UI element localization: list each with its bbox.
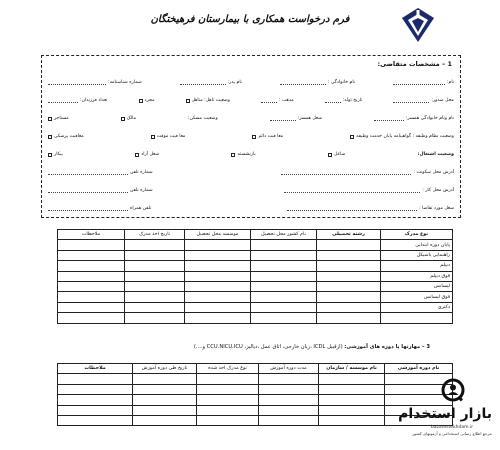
training-cell[interactable] xyxy=(197,405,259,415)
university-logo-icon xyxy=(398,4,438,44)
education-table-body xyxy=(58,240,453,323)
education-cell[interactable] xyxy=(58,271,125,281)
training-cell[interactable] xyxy=(197,384,259,394)
education-header: نوع مدرک xyxy=(381,230,453,240)
education-cell[interactable] xyxy=(125,261,185,271)
training-cell[interactable] xyxy=(197,374,259,384)
training-table xyxy=(57,363,453,426)
education-row xyxy=(58,240,453,250)
work-phone-field[interactable]: شماره تلفن xyxy=(48,188,153,193)
training-header: تاریخ طی دوره آموزش xyxy=(133,364,197,374)
education-cell[interactable] xyxy=(125,292,185,302)
unemployed-checkbox[interactable]: بیکار xyxy=(48,152,63,157)
education-cell[interactable] xyxy=(317,240,381,250)
education-cell[interactable] xyxy=(317,281,381,291)
training-cell[interactable] xyxy=(58,395,133,405)
education-cell[interactable] xyxy=(317,250,381,260)
birth-date-field[interactable]: تاریخ تولد: xyxy=(325,98,363,103)
education-cell[interactable] xyxy=(125,302,185,312)
education-cell[interactable] xyxy=(251,271,317,281)
training-cell[interactable] xyxy=(259,405,319,415)
education-cell[interactable] xyxy=(125,313,185,323)
education-cell[interactable] xyxy=(58,292,125,302)
education-cell[interactable] xyxy=(185,313,251,323)
training-cell[interactable] xyxy=(58,384,133,394)
single-checkbox[interactable]: مجرد xyxy=(139,98,155,103)
education-row xyxy=(58,261,453,271)
training-header-row xyxy=(58,364,453,374)
education-header: ملاحظات xyxy=(58,230,125,240)
education-cell[interactable] xyxy=(185,271,251,281)
education-header: نام کشور محل تحصیل xyxy=(251,230,317,240)
form-title: فرم درخواست همکاری با بیمارستان فرهیختگان xyxy=(150,14,350,25)
training-header: نام موسسه / سازمان xyxy=(319,364,385,374)
applicant-row-employment xyxy=(48,150,454,159)
employed-checkbox[interactable]: شاغل xyxy=(328,152,345,157)
education-header: تاریخ اخذ مدرک xyxy=(125,230,185,240)
education-cell[interactable] xyxy=(58,261,125,271)
training-cell[interactable] xyxy=(319,384,385,394)
education-cell[interactable] xyxy=(317,271,381,281)
training-cell[interactable] xyxy=(259,415,319,425)
training-cell[interactable] xyxy=(197,415,259,425)
education-cell[interactable] xyxy=(185,292,251,302)
training-cell[interactable] xyxy=(319,415,385,425)
first-name-field[interactable]: نام: xyxy=(393,80,454,85)
watermark-tagline: مرجع اطلاع رسانی استخدامی و آزمونهای کشور xyxy=(412,431,492,436)
training-cell[interactable] xyxy=(58,405,133,415)
training-cell[interactable] xyxy=(58,374,133,384)
education-table xyxy=(57,229,453,324)
degree-label: دکتری xyxy=(381,302,453,312)
education-cell[interactable] xyxy=(381,313,453,323)
education-cell[interactable] xyxy=(251,292,317,302)
permanent-exemption-checkbox[interactable]: معا فیت دائم xyxy=(252,134,283,139)
retired-checkbox[interactable]: بازنشسته xyxy=(231,152,255,157)
training-header: مدت دوره آموزش xyxy=(259,364,319,374)
training-row xyxy=(58,384,453,394)
education-cell[interactable] xyxy=(58,240,125,250)
spouse-name-field[interactable]: نام ونام خانوادگی همسر: xyxy=(374,116,454,121)
training-cell[interactable] xyxy=(259,384,319,394)
issue-place-field[interactable]: محل صدور: xyxy=(393,98,454,103)
married-checkbox[interactable]: وضعیت تاهل: متاهل xyxy=(186,98,230,103)
owner-checkbox[interactable]: مالک xyxy=(121,116,136,121)
education-cell[interactable] xyxy=(58,250,125,260)
training-cell[interactable] xyxy=(319,374,385,384)
education-header-row xyxy=(58,230,453,240)
mobile-phone-field[interactable]: تلفن همراه xyxy=(48,206,151,211)
education-cell[interactable] xyxy=(58,281,125,291)
education-cell[interactable] xyxy=(317,261,381,271)
education-cell[interactable] xyxy=(317,302,381,312)
education-cell[interactable] xyxy=(125,240,185,250)
education-cell[interactable] xyxy=(185,240,251,250)
education-cell[interactable] xyxy=(125,271,185,281)
work-address-field[interactable]: آدرس محل کار : xyxy=(284,188,454,193)
training-section-title: 3 – مهارتها یا دوره های آموزشی: xyxy=(344,344,430,350)
home-phone-field[interactable]: شماره تلفن xyxy=(48,170,153,175)
education-cell[interactable] xyxy=(58,313,125,323)
education-cell[interactable] xyxy=(317,313,381,323)
training-cell[interactable] xyxy=(58,415,133,425)
education-cell[interactable] xyxy=(317,292,381,302)
education-cell[interactable] xyxy=(251,302,317,312)
training-row xyxy=(58,395,453,405)
training-header: نوع مدرک اخذ شده xyxy=(197,364,259,374)
training-cell[interactable] xyxy=(319,405,385,415)
employment-status-label: وضعیت اشتغال: xyxy=(417,152,454,157)
education-row xyxy=(58,250,453,260)
degree-label: لیسانس xyxy=(381,281,453,291)
medical-exemption-checkbox[interactable]: معافیت پزشکی xyxy=(48,134,84,139)
magnifier-person-icon xyxy=(440,378,466,404)
education-cell[interactable] xyxy=(251,240,317,250)
training-row xyxy=(58,374,453,384)
training-cell[interactable] xyxy=(319,395,385,405)
military-completed-checkbox[interactable]: وضعیت نظام وظیفه : گواهینامه پایان خدمت وظیفه xyxy=(350,134,454,139)
training-header: ملاحظات xyxy=(58,364,133,374)
education-row xyxy=(58,271,453,281)
applicant-row-spouse xyxy=(48,114,454,123)
education-header: موسسه محل تحصیل xyxy=(185,230,251,240)
applicant-section-title: 1 – مشخصات متقاضی: xyxy=(377,60,452,68)
training-table-body xyxy=(58,374,453,426)
training-row xyxy=(58,415,453,425)
training-cell[interactable] xyxy=(259,395,319,405)
education-cell[interactable] xyxy=(251,281,317,291)
education-cell[interactable] xyxy=(251,250,317,260)
training-header: نام دوره آموزشی xyxy=(385,364,453,374)
applicant-row-job xyxy=(48,204,454,213)
education-cell[interactable] xyxy=(125,250,185,260)
training-cell[interactable] xyxy=(259,374,319,384)
tenant-checkbox[interactable]: مستاجر xyxy=(48,116,69,121)
education-cell[interactable] xyxy=(251,313,317,323)
religion-field[interactable]: مذهب : xyxy=(261,98,294,103)
requested-job-field[interactable]: شغل مورد تقاضا : xyxy=(287,206,454,211)
training-section-heading xyxy=(95,344,430,350)
education-cell[interactable] xyxy=(185,250,251,260)
education-row xyxy=(58,302,453,312)
education-cell[interactable] xyxy=(58,302,125,312)
degree-label: پایان دوره ابتدایی xyxy=(381,240,453,250)
training-cell[interactable] xyxy=(133,384,197,394)
housing-status-label: وضعیت مسکن: xyxy=(187,116,218,121)
degree-label: فوق لیسانس xyxy=(381,292,453,302)
education-row xyxy=(58,313,453,323)
home-address-field[interactable]: آدرس محل سکونت : xyxy=(281,170,454,175)
degree-label: راهنمایی یاسیکل xyxy=(381,250,453,260)
training-cell[interactable] xyxy=(133,374,197,384)
id-number-field[interactable]: شماره شناسنامه: xyxy=(48,80,142,85)
training-row xyxy=(58,405,453,415)
training-cell[interactable] xyxy=(133,395,197,405)
children-count-field[interactable]: تعداد فرزندان: xyxy=(48,98,108,103)
watermark-url: bazarestekhdam.ir xyxy=(430,425,474,430)
training-cell[interactable] xyxy=(197,395,259,405)
education-cell[interactable] xyxy=(185,281,251,291)
training-cell[interactable] xyxy=(133,415,197,425)
spouse-job-field[interactable]: شغل همسر: xyxy=(270,116,322,121)
education-cell[interactable] xyxy=(185,302,251,312)
self-employed-checkbox[interactable]: شغل آزاد xyxy=(135,152,159,157)
education-row xyxy=(58,281,453,291)
applicant-row-military xyxy=(48,132,454,141)
applicant-row-name xyxy=(48,78,454,87)
father-name-field[interactable]: نام پدر: xyxy=(180,80,242,85)
applicant-section xyxy=(41,55,461,218)
training-cell[interactable] xyxy=(133,405,197,415)
applicant-row-work-address xyxy=(48,186,454,195)
last-name-field[interactable]: نام خانوادگی : xyxy=(280,80,355,85)
education-cell[interactable] xyxy=(251,261,317,271)
watermark xyxy=(398,378,492,446)
applicant-row-birth xyxy=(48,96,454,105)
education-cell[interactable] xyxy=(125,281,185,291)
education-header: رشته تحصیلی xyxy=(317,230,381,240)
applicant-row-home-address xyxy=(48,168,454,177)
degree-label: فوق دیپلم xyxy=(381,271,453,281)
education-cell[interactable] xyxy=(185,261,251,271)
degree-label: دیپلم xyxy=(381,261,453,271)
temporary-exemption-checkbox[interactable]: معا فیت موقت xyxy=(151,134,186,139)
education-row xyxy=(58,292,453,302)
training-section-hint: (ازقبیل ICDL ،زبان خارجی، اتاق عمل ،دیالیز، CCU.NICU.ICU و....) xyxy=(193,344,343,350)
watermark-brand: بازار استخدام xyxy=(398,406,492,422)
